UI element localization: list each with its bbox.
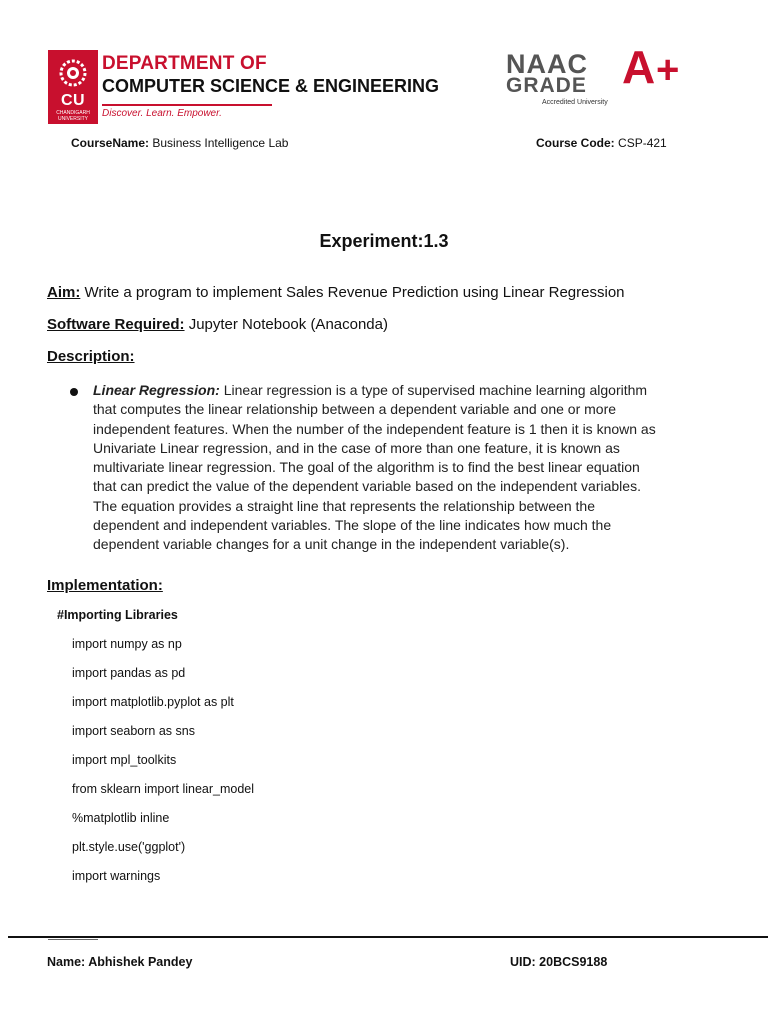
software-label: Software Required: (47, 316, 185, 333)
code-line: import seaborn as sns (72, 724, 195, 738)
description-line: The equation provides a straight line that represents the relationship between the (93, 497, 595, 514)
software-line (47, 316, 388, 333)
description-line: dependent variable changes for a unit change in the independent variable(s). (93, 536, 570, 553)
experiment-title: Experiment:1.3 (319, 231, 449, 251)
course-name (71, 136, 288, 150)
code-comment: #Importing Libraries (57, 608, 178, 622)
naac-label: NAAC (506, 49, 588, 79)
student-uid: UID: 20BCS9188 (510, 955, 608, 969)
course-code-value: CSP-421 (618, 136, 667, 150)
grade-label: GRADE (506, 74, 587, 97)
code-line: from sklearn import linear_model (72, 782, 255, 796)
description-line: multivariate linear regression. The goal of the algorithm is to find the best linear equation (93, 459, 640, 476)
description-line: Univariate Linear regression, and in the case of more than one feature, it is known as (93, 439, 620, 456)
aim-label: Aim: (47, 284, 81, 301)
code-line: %matplotlib inline (72, 811, 170, 825)
aim-text: Write a program to implement Sales Revenue Prediction using Linear Regression (84, 284, 625, 301)
header-divider (102, 104, 272, 106)
department-title-line2: COMPUTER SCIENCE & ENGINEERING (102, 76, 440, 96)
course-code-label: Course Code: (536, 136, 615, 150)
software-text: Jupyter Notebook (Anaconda) (188, 316, 388, 333)
logo-text: CU (60, 92, 86, 109)
tagline: Discover. Learn. Empower. (102, 108, 222, 119)
footer-divider-accent (48, 939, 98, 940)
description-bullet (93, 381, 733, 555)
student-name: Name: Abhishek Pandey (47, 955, 193, 969)
implementation-heading: Implementation: (47, 577, 163, 594)
course-name-value: Business Intelligence Lab (152, 136, 289, 150)
bullet-icon (70, 388, 78, 396)
logo-subtext: CHANDIGARH UNIVERSITY (56, 110, 90, 122)
code-line: import numpy as np (72, 637, 182, 651)
grade-letter: A (622, 41, 656, 93)
university-logo (48, 50, 98, 124)
description-heading: Description: (47, 348, 135, 365)
description-line-text: Linear regression is a type of supervised machine learning algorithm (223, 382, 648, 398)
department-title-line1: DEPARTMENT OF (102, 53, 267, 74)
gear-emblem-icon (53, 53, 93, 93)
description-line: dependent and independent variables. The slope of the line indicates how much the (93, 517, 612, 534)
aim-line (47, 284, 625, 301)
code-line: import warnings (72, 869, 161, 883)
course-code (536, 136, 667, 150)
code-line: import matplotlib.pyplot as plt (72, 695, 234, 709)
description-line: that can predict the value of the dependent variable based on the independent variables. (93, 478, 641, 495)
code-line: import mpl_toolkits (72, 753, 177, 767)
code-line: import pandas as pd (72, 666, 186, 680)
bullet-term: Linear Regression: (93, 382, 220, 398)
description-line: that computes the linear relationship between a dependent variable and one or more (93, 401, 617, 418)
description-line: independent features. When the number of the independent feature is 1 then it is known as (93, 420, 656, 437)
description-line (93, 381, 733, 400)
accredited-label: Accredited University (542, 99, 608, 106)
footer-divider (8, 936, 768, 938)
grade-plus: + (656, 48, 680, 92)
course-name-label: CourseName: (71, 136, 150, 150)
code-line: plt.style.use('ggplot') (72, 840, 186, 854)
